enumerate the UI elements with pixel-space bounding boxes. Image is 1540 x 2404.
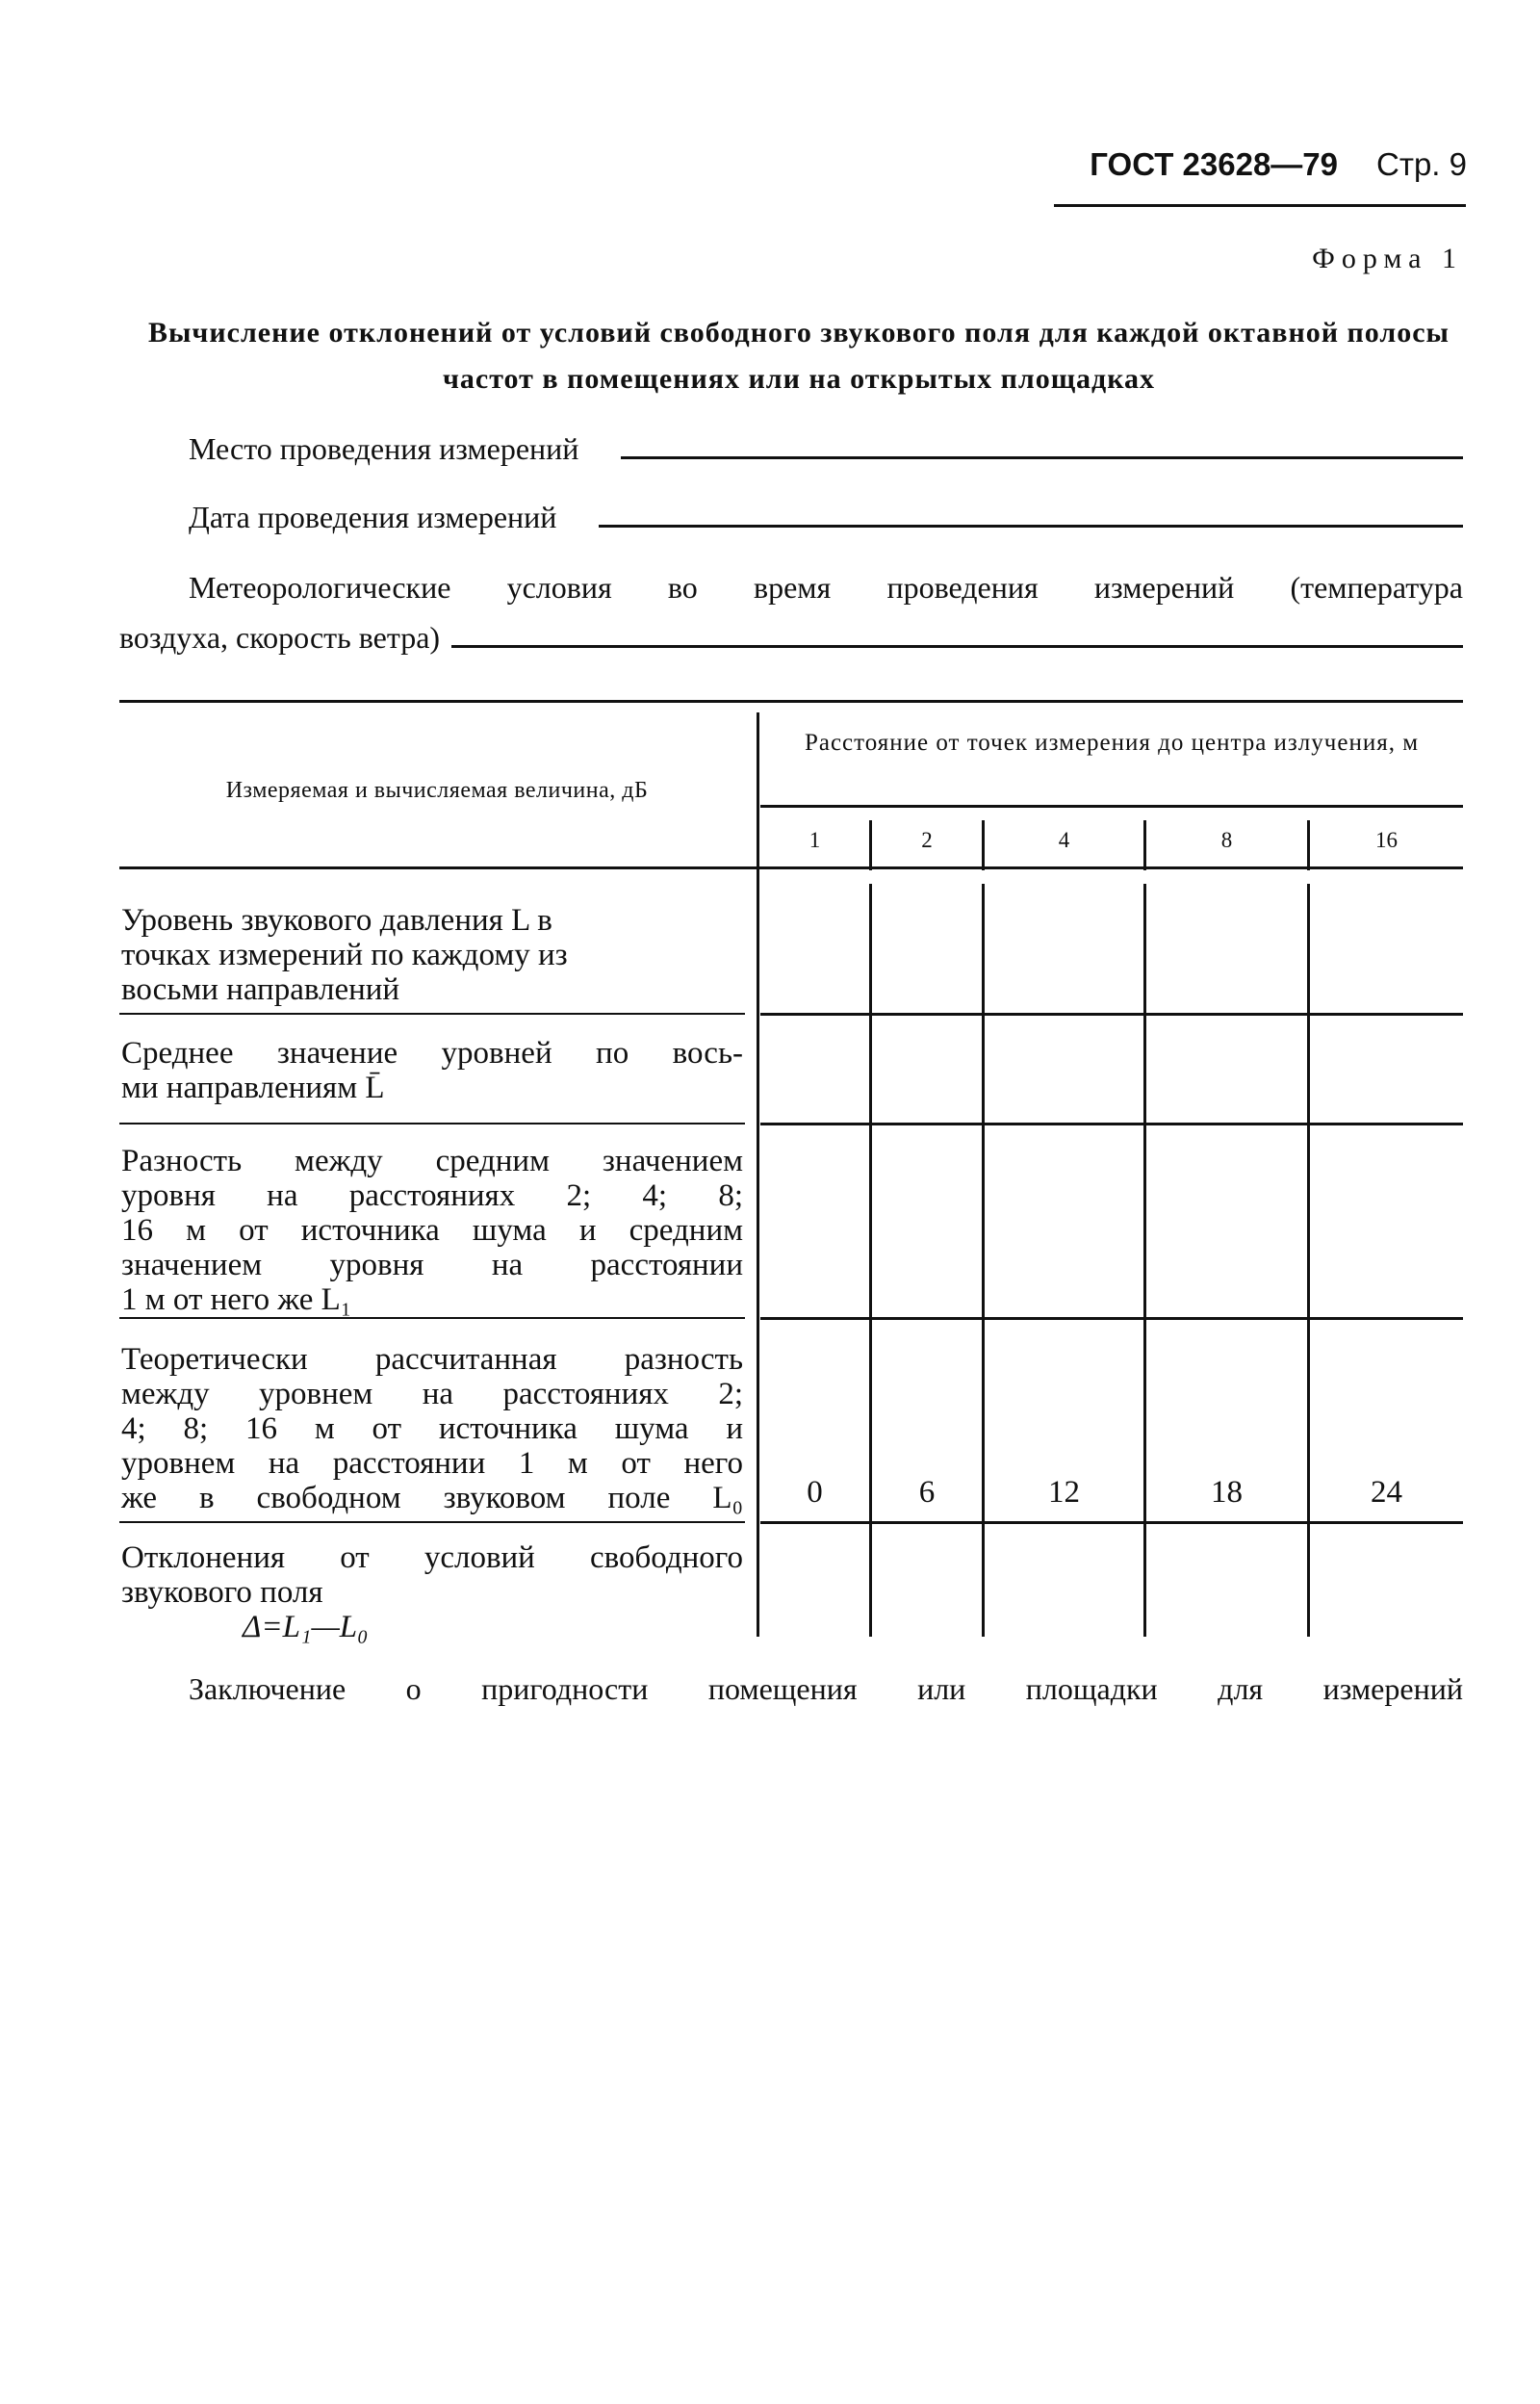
meteo-word: измерений xyxy=(1093,570,1235,605)
table-left-header: Измеряемая и вычисляемая величина, дБ xyxy=(225,778,649,803)
row-divider xyxy=(119,1317,745,1319)
row-mean-level-label xyxy=(121,1036,743,1105)
row-line: 16 м от источника шума и средним xyxy=(121,1213,743,1248)
place-label: Место проведения измерений xyxy=(189,431,579,466)
row-line: 1 м от него же L₁ xyxy=(121,1282,352,1317)
conclusion-word: пригодности xyxy=(481,1671,649,1706)
row-divider xyxy=(760,1123,1463,1125)
distance-header-2: 2 xyxy=(921,828,933,852)
theoretical-value-1m: 0 xyxy=(807,1475,823,1510)
row-line: Теоретически рассчитанная разность xyxy=(121,1342,743,1377)
row-line: Отклонения от условий свободного xyxy=(121,1540,743,1575)
row-divider xyxy=(119,1123,745,1124)
row-line: 4; 8; 16 м от источника шума и xyxy=(121,1411,743,1446)
date-input-line[interactable] xyxy=(599,505,1463,528)
distance-header-1: 1 xyxy=(808,828,821,852)
meteo-word: время xyxy=(753,570,832,605)
meteo-word: Метеорологические xyxy=(189,570,451,605)
distance-header-16: 16 xyxy=(1375,828,1398,852)
row-divider xyxy=(760,1317,1463,1320)
row-divider xyxy=(119,1013,745,1015)
distance-header-4: 4 xyxy=(1058,828,1070,852)
conclusion-word: измерений xyxy=(1322,1671,1463,1706)
row-line: Разность между средним значением xyxy=(121,1144,743,1178)
meteo-label-line2: воздуха, скорость ветра) xyxy=(119,620,441,655)
row-line: восьми направлений xyxy=(121,972,400,1007)
header-rule xyxy=(1054,204,1466,207)
distance-header-8: 8 xyxy=(1220,828,1233,852)
conclusion-word: о xyxy=(405,1671,422,1706)
table-top-rule xyxy=(119,700,1463,703)
row-divider xyxy=(760,1013,1463,1016)
page-number: Стр. 9 xyxy=(1376,146,1467,182)
deviation-formula: Δ=L₁—L₀ xyxy=(243,1610,369,1644)
column-divider xyxy=(757,712,759,1637)
date-field[interactable] xyxy=(189,500,1463,535)
place-input-line[interactable] xyxy=(621,437,1463,459)
table-right-header: Расстояние от точек измерения до центра излучения, м xyxy=(804,730,1420,756)
header-bottom-rule xyxy=(119,866,1463,869)
theoretical-value-8m: 18 xyxy=(1211,1475,1243,1510)
row-difference-label xyxy=(121,1144,743,1317)
meteo-word: условия xyxy=(506,570,612,605)
standard-number: ГОСТ 23628—79 xyxy=(1090,146,1338,182)
row-line: звукового поля xyxy=(121,1575,323,1610)
conclusion-word: или xyxy=(917,1671,966,1706)
row-line: значением уровня на расстоянии xyxy=(121,1248,743,1282)
conclusion-word: для xyxy=(1218,1671,1264,1706)
page-header xyxy=(1090,146,1467,183)
row-line: между уровнем на расстояниях 2; xyxy=(121,1377,743,1411)
meteo-word: проведения xyxy=(886,570,1039,605)
row-divider xyxy=(119,1521,745,1523)
theoretical-value-16m: 24 xyxy=(1371,1475,1402,1510)
form-title: Вычисление отклонений от условий свободного звукового поля для каждой октавной полосы частот в помещениях или на открытых площадках xyxy=(148,317,1450,395)
row-line: уровнем на расстоянии 1 м от него xyxy=(121,1446,743,1481)
form-label: Форма 1 xyxy=(1312,243,1463,274)
row-line: точках измерений по каждому из xyxy=(121,938,568,972)
meteo-field[interactable] xyxy=(119,620,1463,656)
conclusion-word: Заключение xyxy=(189,1671,346,1706)
row-line: уровня на расстояниях 2; 4; 8; xyxy=(121,1178,743,1213)
meteo-input-line[interactable] xyxy=(451,626,1463,648)
theoretical-value-4m: 12 xyxy=(1048,1475,1080,1510)
date-label: Дата проведения измерений xyxy=(189,500,557,534)
conclusion-word: площадки xyxy=(1025,1671,1158,1706)
place-field[interactable] xyxy=(189,431,1463,467)
row-sound-level-label xyxy=(121,903,743,1007)
row-deviation-label xyxy=(121,1540,743,1644)
row-line: ми направлениям L̄ xyxy=(121,1071,385,1105)
row-divider xyxy=(760,1521,1463,1524)
right-header-rule xyxy=(760,805,1463,808)
row-line: Уровень звукового давления L в xyxy=(121,903,552,938)
conclusion-line xyxy=(189,1671,1463,1707)
conclusion-word: помещения xyxy=(707,1671,858,1706)
row-line: Среднее значение уровней по вось- xyxy=(121,1036,743,1071)
meteo-word: (температура xyxy=(1290,570,1463,605)
row-line: же в свободном звуковом поле L₀ xyxy=(121,1481,743,1515)
meteo-label-line1 xyxy=(189,570,1463,606)
row-theoretical-label xyxy=(121,1342,743,1515)
theoretical-value-2m: 6 xyxy=(918,1475,936,1510)
meteo-word: во xyxy=(667,570,698,605)
